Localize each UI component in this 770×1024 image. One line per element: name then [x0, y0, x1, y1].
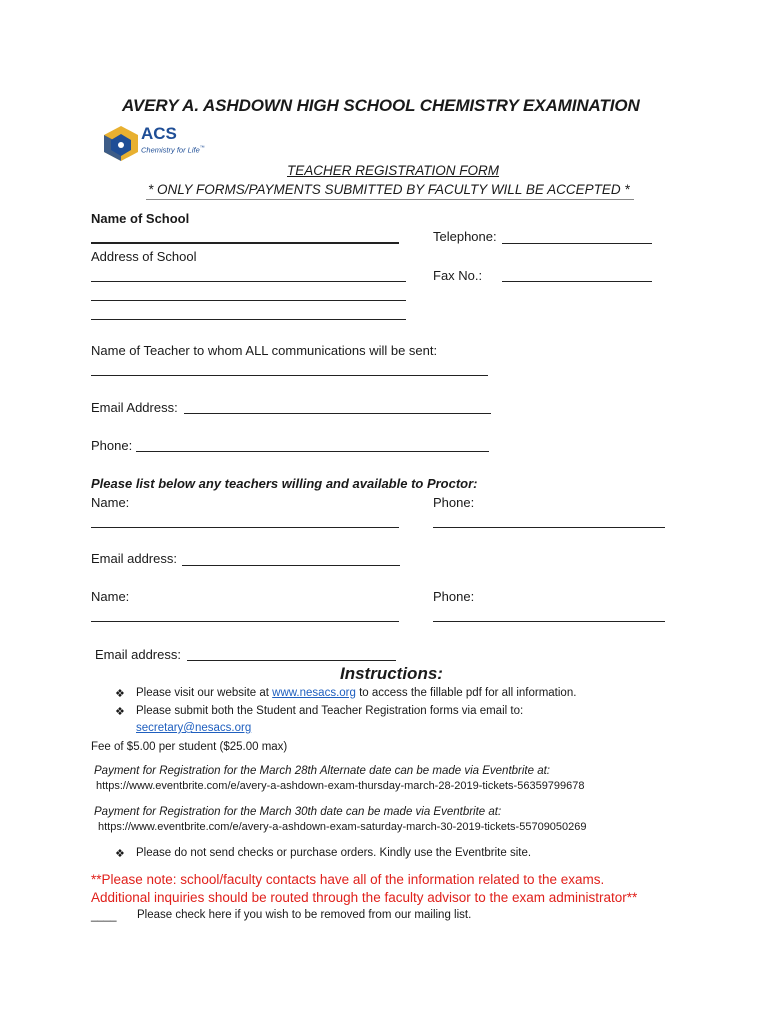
- instruction-submit-forms: Please submit both the Student and Teacher Registration forms via email to:: [136, 705, 524, 717]
- proctor-1-name-field[interactable]: [91, 527, 399, 528]
- proctor-2-email-field[interactable]: [187, 660, 396, 661]
- school-address-label: Address of School: [91, 249, 197, 264]
- secretary-email-link[interactable]: secretary@nesacs.org: [136, 722, 252, 734]
- proctor-1-phone-field[interactable]: [433, 527, 665, 528]
- page-title: AVERY A. ASHDOWN HIGH SCHOOL CHEMISTRY EXAMINATION: [122, 96, 640, 115]
- fee-text: Fee of $5.00 per student ($25.00 max): [91, 741, 288, 753]
- notice-underline: [146, 199, 634, 200]
- proctor-2-name-label: Name:: [91, 589, 130, 604]
- instruction-no-checks: Please do not send checks or purchase orders. Kindly use the Eventbrite site.: [136, 847, 532, 859]
- school-address-field-3[interactable]: [91, 319, 406, 320]
- school-address-field-2[interactable]: [91, 300, 406, 301]
- acs-logo-tagline: Chemistry for Life™: [141, 145, 205, 155]
- proctor-1-email-label: Email address:: [91, 551, 177, 566]
- instruction-website: Please visit our website at www.nesacs.org to access the fillable pdf for all information.: [136, 687, 577, 699]
- fax-label: Fax No.:: [433, 268, 483, 283]
- proctor-1-email-field[interactable]: [182, 565, 400, 566]
- proctor-1-name-label: Name:: [91, 495, 130, 510]
- teacher-email-label: Email Address:: [91, 400, 178, 415]
- instructions-heading: Instructions:: [340, 664, 443, 683]
- teacher-contact-field[interactable]: [91, 375, 488, 376]
- school-name-field[interactable]: [91, 242, 399, 244]
- acs-logo-text: ACS: [141, 124, 177, 143]
- diamond-bullet-icon: ❖: [115, 848, 125, 860]
- submission-notice: * ONLY FORMS/PAYMENTS SUBMITTED BY FACULTY WILL BE ACCEPTED *: [148, 182, 630, 197]
- red-note-line-2: Additional inquiries should be routed through the faculty advisor to the exam administrator**: [91, 890, 638, 905]
- diamond-bullet-icon: ❖: [115, 688, 125, 700]
- proctor-2-phone-label: Phone:: [433, 589, 475, 604]
- school-name-label: Name of School: [91, 211, 190, 226]
- mailing-list-optout-text: Please check here if you wish to be removed from our mailing list.: [137, 909, 472, 921]
- proctor-2-name-field[interactable]: [91, 621, 399, 622]
- acs-hexagon-icon: [101, 124, 141, 162]
- payment-march-28-url[interactable]: https://www.eventbrite.com/e/avery-a-ashdown-exam-thursday-march-28-2019-tickets-56359799678: [96, 780, 585, 792]
- teacher-contact-label: Name of Teacher to whom ALL communications will be sent:: [91, 343, 438, 358]
- acs-logo: [101, 124, 221, 164]
- proctor-2-email-label: Email address:: [95, 647, 181, 662]
- payment-march-30-label: Payment for Registration for the March 30th date can be made via Eventbrite at:: [94, 806, 502, 818]
- telephone-label: Telephone:: [433, 229, 497, 244]
- website-link[interactable]: www.nesacs.org: [272, 687, 356, 699]
- payment-march-30-url[interactable]: https://www.eventbrite.com/e/avery-a-ashdown-exam-saturday-march-30-2019-tickets-55709050269: [98, 821, 587, 833]
- proctor-2-phone-field[interactable]: [433, 621, 665, 622]
- teacher-phone-field[interactable]: [136, 451, 489, 452]
- form-title: TEACHER REGISTRATION FORM: [287, 163, 500, 178]
- school-address-field-1[interactable]: [91, 281, 406, 282]
- fax-field[interactable]: [502, 281, 652, 282]
- mailing-list-checkbox[interactable]: ____: [91, 910, 117, 922]
- teacher-phone-label: Phone:: [91, 438, 133, 453]
- telephone-field[interactable]: [502, 243, 652, 244]
- diamond-bullet-icon: ❖: [115, 706, 125, 718]
- payment-march-28-label: Payment for Registration for the March 28th Alternate date can be made via Eventbrite at:: [94, 765, 550, 777]
- proctor-1-phone-label: Phone:: [433, 495, 475, 510]
- proctor-heading: Please list below any teachers willing and available to Proctor:: [91, 476, 478, 491]
- red-note-line-1: **Please note: school/faculty contacts have all of the information related to the exams.: [91, 872, 605, 887]
- teacher-email-field[interactable]: [184, 413, 491, 414]
